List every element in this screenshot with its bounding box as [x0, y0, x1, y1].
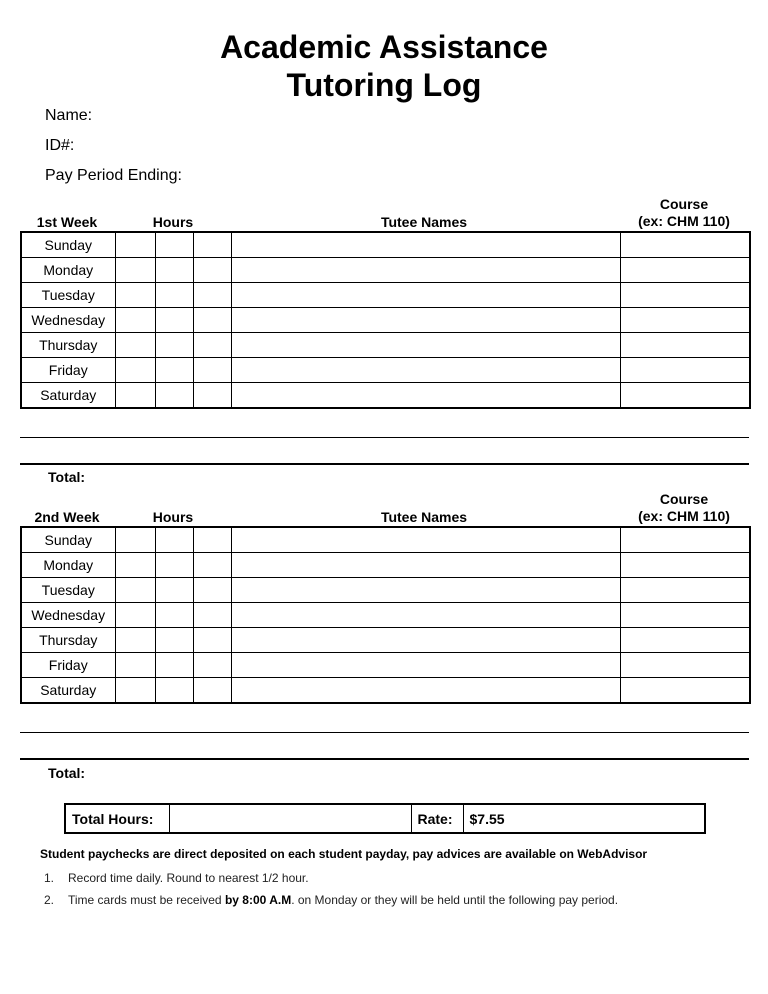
hours-cell-1[interactable]: [115, 283, 155, 308]
tutee-names-cell[interactable]: [231, 358, 620, 383]
tutee-names-cell[interactable]: [231, 628, 620, 653]
week-2-total-label: Total:: [48, 765, 86, 781]
instruction-1: [44, 871, 309, 885]
tutee-names-cell[interactable]: [231, 603, 620, 628]
week-1-day-row: [21, 333, 750, 358]
tutee-names-cell[interactable]: [231, 653, 620, 678]
hours-cell-1[interactable]: [115, 578, 155, 603]
hours-cell-2[interactable]: [155, 333, 193, 358]
hours-cell-1[interactable]: [115, 358, 155, 383]
week-1-table: [20, 231, 751, 409]
hours-cell-3[interactable]: [193, 553, 231, 578]
hours-cell-3[interactable]: [193, 358, 231, 383]
week-1-total-line: [20, 463, 749, 465]
week-1-tutee-header: Tutee Names: [380, 214, 468, 230]
tutee-names-cell[interactable]: [231, 527, 620, 553]
instruction-2: [44, 893, 618, 907]
week-1-day-row: [21, 358, 750, 383]
week-2-label: 2nd Week: [34, 509, 100, 525]
hours-cell-2[interactable]: [155, 628, 193, 653]
hours-cell-1[interactable]: [115, 628, 155, 653]
week-2-day-row: [21, 653, 750, 678]
week-2-day-row: [21, 678, 750, 704]
hours-cell-2[interactable]: [155, 383, 193, 409]
hours-cell-1[interactable]: [115, 232, 155, 258]
course-cell[interactable]: [620, 258, 750, 283]
total-hours-input[interactable]: [169, 804, 411, 833]
id-field-label: ID#:: [45, 137, 75, 154]
day-label: Friday: [21, 358, 115, 383]
hours-cell-3[interactable]: [193, 283, 231, 308]
hours-cell-3[interactable]: [193, 258, 231, 283]
week-2-hours-header: Hours: [152, 509, 194, 525]
tutee-names-cell[interactable]: [231, 283, 620, 308]
rate-value: $7.55: [463, 804, 705, 833]
course-cell[interactable]: [620, 232, 750, 258]
instruction-1-text: Record time daily. Round to nearest 1/2 hour.: [68, 871, 309, 885]
paycheck-notice: Student paychecks are direct deposited on each student payday, pay advices are available on WebAdvisor: [40, 847, 648, 861]
instruction-2-number: 2.: [44, 893, 55, 907]
day-label: Sunday: [21, 527, 115, 553]
hours-cell-1[interactable]: [115, 678, 155, 704]
week-1-course-header-1: Course: [659, 196, 709, 212]
course-cell[interactable]: [620, 628, 750, 653]
course-cell[interactable]: [620, 383, 750, 409]
hours-cell-3[interactable]: [193, 628, 231, 653]
week-1-label: 1st Week: [36, 214, 98, 230]
hours-cell-3[interactable]: [193, 678, 231, 704]
week-2-day-row: [21, 578, 750, 603]
hours-cell-2[interactable]: [155, 358, 193, 383]
week-1-day-row: [21, 258, 750, 283]
hours-cell-3[interactable]: [193, 232, 231, 258]
week-2-course-header-2: (ex: CHM 110): [638, 508, 730, 524]
hours-cell-2[interactable]: [155, 653, 193, 678]
week-1-day-row: [21, 232, 750, 258]
hours-cell-2[interactable]: [155, 258, 193, 283]
hours-cell-2[interactable]: [155, 678, 193, 704]
day-label: Monday: [21, 553, 115, 578]
hours-cell-1[interactable]: [115, 553, 155, 578]
tutee-names-cell[interactable]: [231, 333, 620, 358]
week-2-divider: [20, 732, 749, 733]
course-cell[interactable]: [620, 358, 750, 383]
hours-cell-2[interactable]: [155, 603, 193, 628]
course-cell[interactable]: [620, 578, 750, 603]
week-2-day-row: [21, 527, 750, 553]
tutee-names-cell[interactable]: [231, 678, 620, 704]
week-1-hours-header: Hours: [152, 214, 194, 230]
course-cell[interactable]: [620, 527, 750, 553]
day-label: Friday: [21, 653, 115, 678]
week-1-total-label: Total:: [48, 469, 86, 485]
day-label: Tuesday: [21, 578, 115, 603]
course-cell[interactable]: [620, 653, 750, 678]
week-2-total-line: [20, 758, 749, 760]
hours-cell-1[interactable]: [115, 653, 155, 678]
instruction-2-text-pre: Time cards must be received: [68, 893, 225, 907]
week-1-day-row: [21, 283, 750, 308]
instruction-1-number: 1.: [44, 871, 55, 885]
title-line-2: Tutoring Log: [286, 67, 482, 103]
day-label: Monday: [21, 258, 115, 283]
course-cell[interactable]: [620, 678, 750, 704]
week-2-table: [20, 526, 751, 704]
tutee-names-cell[interactable]: [231, 232, 620, 258]
hours-cell-1[interactable]: [115, 603, 155, 628]
week-1-course-header-2: (ex: CHM 110): [638, 213, 730, 229]
hours-cell-3[interactable]: [193, 578, 231, 603]
day-label: Thursday: [21, 333, 115, 358]
course-cell[interactable]: [620, 308, 750, 333]
hours-cell-1[interactable]: [115, 383, 155, 409]
tutee-names-cell[interactable]: [231, 383, 620, 409]
course-cell[interactable]: [620, 603, 750, 628]
day-label: Saturday: [21, 383, 115, 409]
hours-cell-2[interactable]: [155, 527, 193, 553]
hours-cell-2[interactable]: [155, 308, 193, 333]
total-hours-label: Total Hours:: [65, 804, 169, 833]
hours-cell-3[interactable]: [193, 653, 231, 678]
course-cell[interactable]: [620, 553, 750, 578]
day-label: Saturday: [21, 678, 115, 704]
week-2-tutee-header: Tutee Names: [380, 509, 468, 525]
hours-cell-2[interactable]: [155, 232, 193, 258]
hours-cell-2[interactable]: [155, 553, 193, 578]
tutee-names-cell[interactable]: [231, 308, 620, 333]
tutee-names-cell[interactable]: [231, 258, 620, 283]
day-label: Thursday: [21, 628, 115, 653]
hours-cell-3[interactable]: [193, 527, 231, 553]
hours-cell-1[interactable]: [115, 308, 155, 333]
day-label: Wednesday: [21, 603, 115, 628]
week-2-course-header-1: Course: [659, 491, 709, 507]
tutee-names-cell[interactable]: [231, 578, 620, 603]
hours-cell-3[interactable]: [193, 603, 231, 628]
pay-period-field-label: Pay Period Ending:: [45, 167, 182, 184]
day-label: Sunday: [21, 232, 115, 258]
hours-cell-1[interactable]: [115, 333, 155, 358]
week-2-day-row: [21, 603, 750, 628]
hours-cell-2[interactable]: [155, 578, 193, 603]
hours-cell-2[interactable]: [155, 283, 193, 308]
name-field-label: Name:: [45, 107, 93, 124]
week-1-day-row: [21, 308, 750, 333]
week-2-day-row: [21, 553, 750, 578]
course-cell[interactable]: [620, 333, 750, 358]
day-label: Tuesday: [21, 283, 115, 308]
instruction-2-text-bold: by 8:00 A.M: [224, 893, 292, 907]
hours-cell-1[interactable]: [115, 527, 155, 553]
course-cell[interactable]: [620, 283, 750, 308]
hours-cell-3[interactable]: [193, 333, 231, 358]
hours-cell-1[interactable]: [115, 258, 155, 283]
tutee-names-cell[interactable]: [231, 553, 620, 578]
day-label: Wednesday: [21, 308, 115, 333]
week-1-divider: [20, 437, 749, 438]
instruction-2-text-post: . on Monday or they will be held until the following pay period.: [291, 893, 619, 907]
title-line-1: Academic Assistance: [220, 29, 548, 65]
rate-label: Rate:: [411, 804, 463, 833]
week-2-day-row: [21, 628, 750, 653]
hours-cell-3[interactable]: [193, 383, 231, 409]
hours-cell-3[interactable]: [193, 308, 231, 333]
week-1-day-row: [21, 383, 750, 409]
totals-table: [64, 803, 706, 834]
